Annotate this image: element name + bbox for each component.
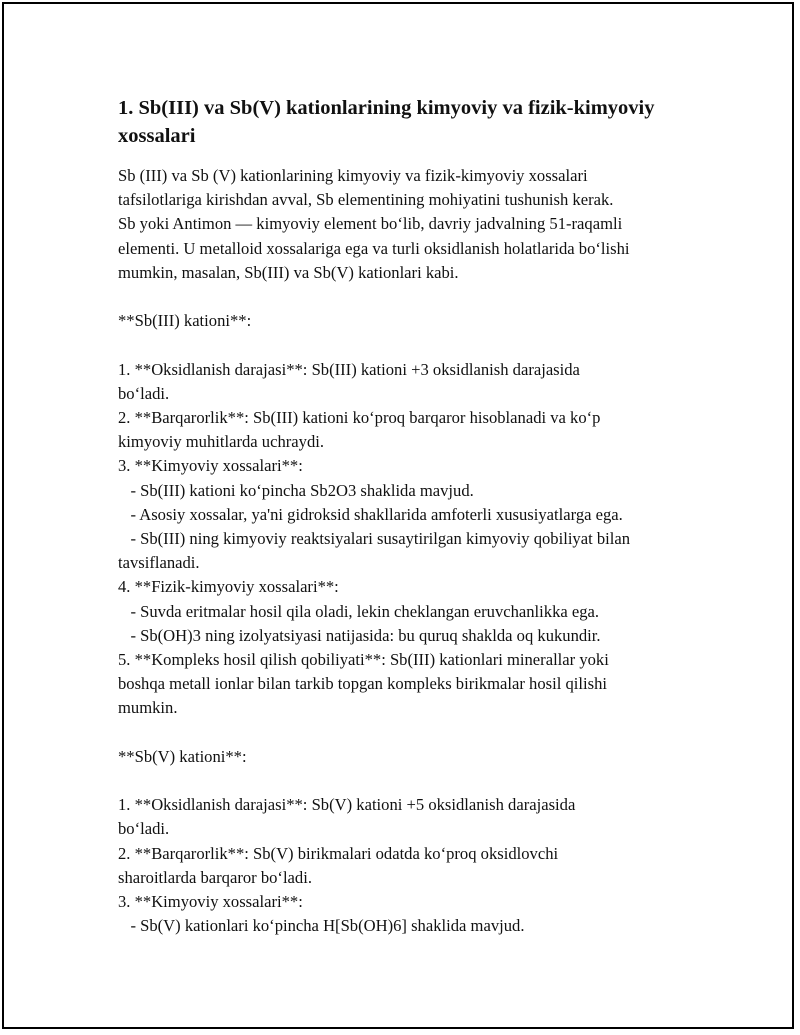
document-title: 1. Sb(III) va Sb(V) kationlarining kimyoviy va fizik-kimyoviy xossalari (118, 97, 655, 147)
sb3-section-heading: **Sb(III) kationi**: (118, 311, 252, 331)
sb5-section-heading: **Sb(V) kationi**: (118, 746, 247, 766)
intro-paragraph: Sb (III) va Sb (V) kationlarining kimyoviy va fizik-kimyoviy xossalari tafsilotlariga kirishdan avval, Sb elementining mohiyatini tushunish kerak. Sb yoki Antimon — kimyoviy element bo‘lib, davriy jadvalning 51-raqamli elementi. U metalloid xossalariga ega va turli oksidlanish holatlarida bo‘lishi mumkin, masalan, Sb(III) va Sb(V) kationlari kabi. (118, 166, 630, 282)
sb5-section-body: 1. **Oksidlanish darajasi**: Sb(V) kationi +5 oksidlanish darajasida bo‘ladi. 2. **Barqarorlik**: Sb(V) birikmalari odatda ko‘proq oksidlovchi sharoitlarda barqaror bo‘ladi. 3. **Kimyoviy xossalari**: - Sb(V) kationlari ko‘pincha H[Sb(OH)6] shaklida mavjud. (118, 795, 576, 936)
sb3-section-body: 1. **Oksidlanish darajasi**: Sb(III) kationi +3 oksidlanish darajasida bo‘ladi. 2. **Barqarorlik**: Sb(III) kationi ko‘proq barqaror hisoblanadi va ko‘p kimyoviy muhitlarda uchraydi. 3. **Kimyoviy xossalari**: - Sb(III) kationi ko‘pincha Sb2O3 shaklida mavjud. - Asosiy xossalar, ya'ni gidroksid shakllarida amfoterli xususiyatlarga ega. - Sb(III) ning kimyoviy reaktsiyalari susaytirilgan kimyoviy qobiliyat bilan tavsiflanadi. 4. **Fizik-kimyoviy xossalari**: - Suvda eritmalar hosil qila oladi, lekin cheklangan eruvchanlikka ega. - Sb(OH)3 ning izolyatsiyasi natijasida: bu quruq shaklda oq kukundir. 5. **Kompleks hosil qilish qobiliyati**: Sb(III) kationlari minerallar yoki boshqa metall ionlar bilan tarkib topgan kompleks birikmalar hosil qilishi mumkin. (118, 359, 631, 718)
document-body (118, 94, 698, 938)
